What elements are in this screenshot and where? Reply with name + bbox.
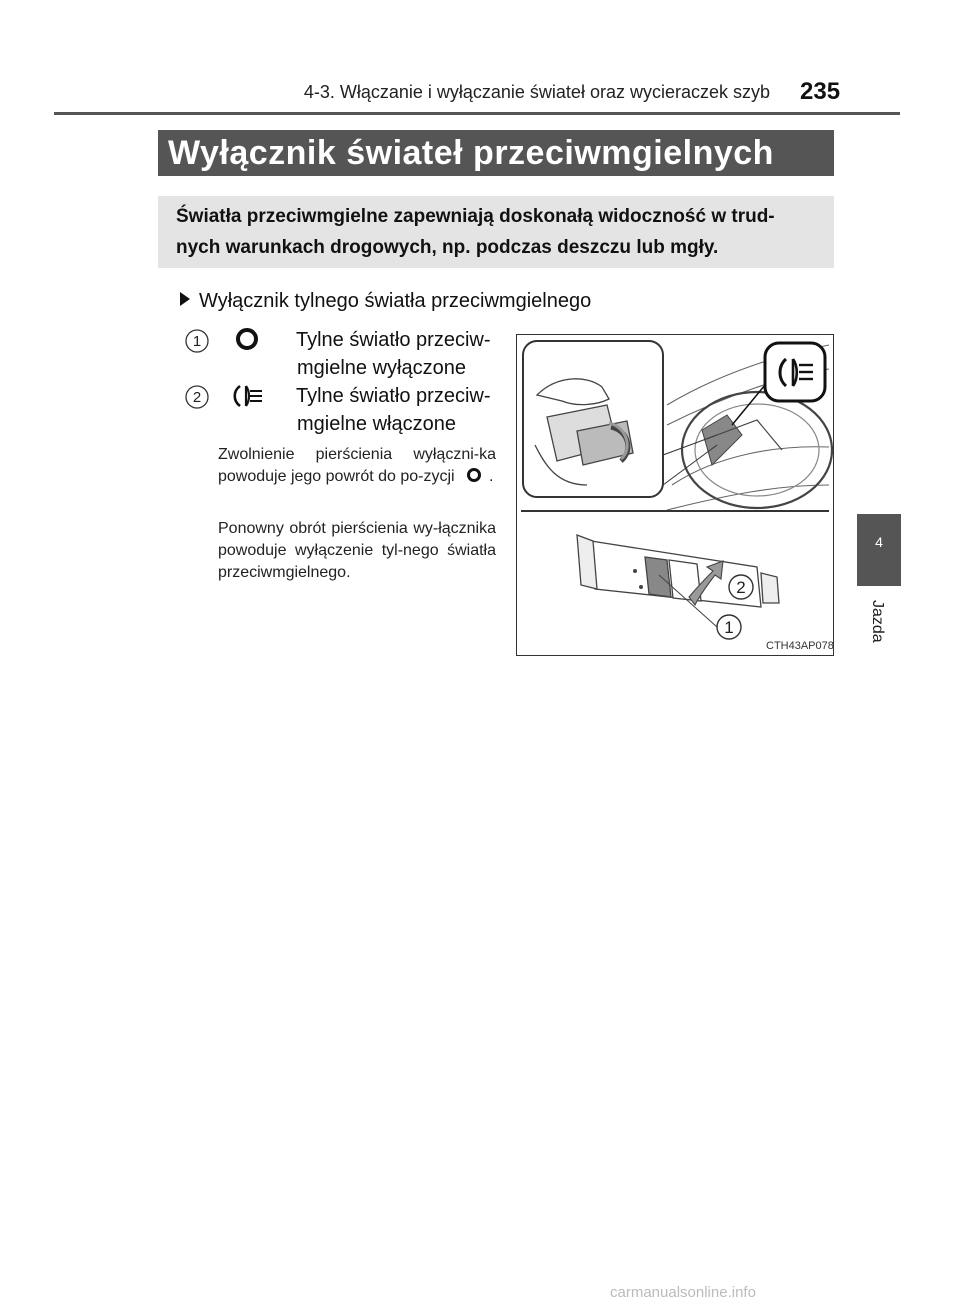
intro-box: Światła przeciwmgielne zapewniają doskonałą widoczność w trud-nych warunkach drogowych, np. podczas deszczu lub mgły. — [158, 196, 834, 268]
bullet-heading — [180, 290, 591, 313]
note-1-end: . — [489, 468, 494, 485]
switch-illustration — [516, 334, 834, 656]
item-1-line1: Tylne światło przeciw- — [296, 329, 491, 351]
header-title: 4-3. Włączanie i wyłączanie świateł oraz wycieraczek szyb — [303, 82, 770, 102]
bullet-text: Wyłącznik tylnego światła przeciwmgielnego — [199, 290, 592, 312]
chapter-label — [862, 600, 892, 670]
chapter-tab — [857, 514, 901, 586]
section-title: Wyłącznik świateł przeciwmgielnych — [158, 130, 834, 176]
item-2-line1: Tylne światło przeciw- — [296, 385, 491, 407]
item-2-number-text: 2 — [192, 389, 202, 406]
item-1-text — [296, 326, 491, 382]
rear-fog-light-icon — [232, 382, 264, 415]
chapter-label-text: Jazda — [869, 600, 886, 643]
fog-off-icon — [234, 327, 260, 356]
item-2-text — [296, 382, 491, 438]
callout-1: 1 — [724, 618, 734, 637]
header-rule — [54, 112, 900, 115]
chapter-number: 4 — [875, 534, 883, 550]
item-2-line2: mgielne włączone — [297, 413, 456, 435]
page-number: 235 — [800, 78, 841, 105]
note-1 — [218, 444, 496, 488]
fog-off-inline-icon — [463, 467, 485, 483]
note-2: Ponowny obrót pierścienia wy-łącznika powoduje wyłączenie tyl-nego światła przeciwmgielnego. — [218, 520, 496, 581]
item-1-number-text: 1 — [192, 333, 202, 350]
note-1-text: Zwolnienie pierścienia wyłączni-ka powoduje jego powrót do po-zycji — [218, 446, 496, 485]
item-2-number — [184, 384, 210, 415]
callout-2: 2 — [736, 578, 746, 597]
triangle-bullet-icon — [180, 292, 190, 306]
watermark: carmanualsonline.info — [610, 1284, 756, 1301]
figure-code: CTH43AP078 — [766, 640, 834, 652]
item-1-line2: mgielne wyłączone — [297, 357, 466, 379]
item-1-number — [184, 328, 210, 359]
